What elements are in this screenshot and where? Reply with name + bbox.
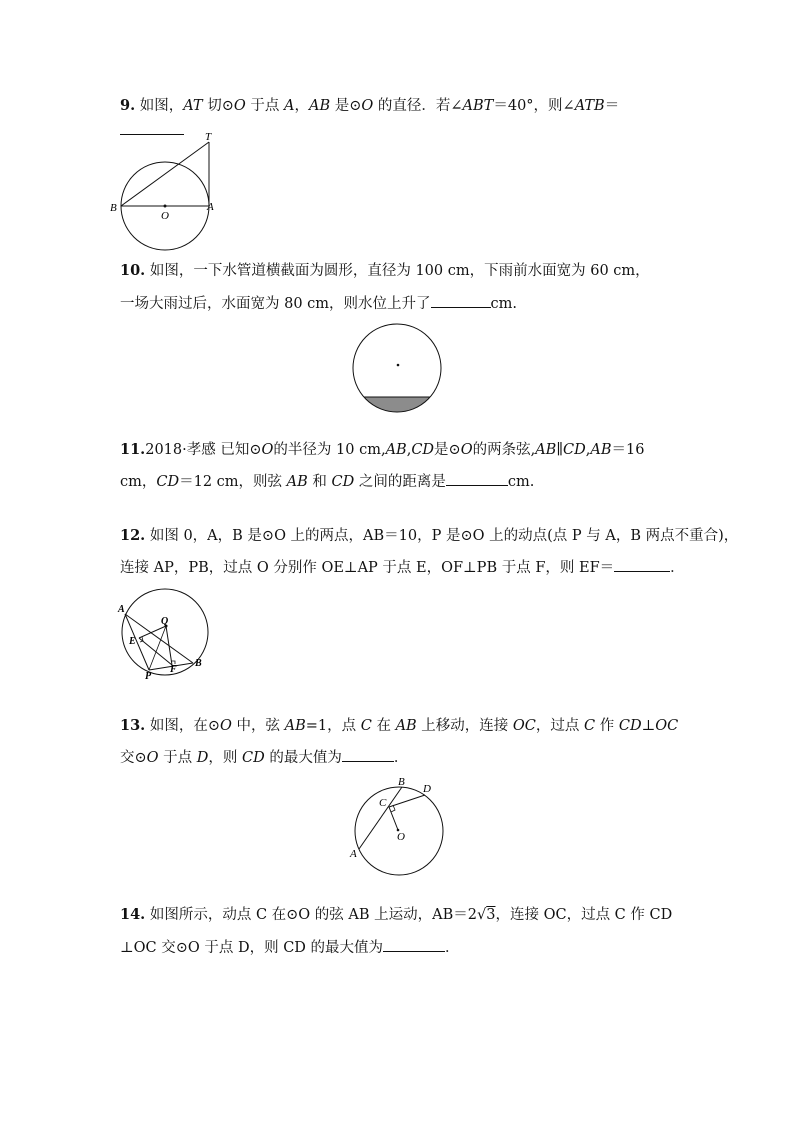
q12-text: 如图 0，A，B 是⊙O 上的两点，AB＝10，P 是⊙O 上的动点(点 P 与 A，B 两点不重合)， xyxy=(145,528,739,544)
q9-text: ＝40°，则∠ xyxy=(493,98,575,114)
q13-label-a: A xyxy=(350,848,357,860)
q11-text: 的半径为 10 cm, xyxy=(273,442,386,458)
q11-var: AB xyxy=(385,442,407,458)
q11-var: AB xyxy=(590,442,612,458)
q9-var: ATB xyxy=(574,98,605,114)
q11-answer-blank[interactable] xyxy=(446,471,508,486)
q13-text: 上移动，连接 xyxy=(416,718,513,734)
q11-text: 的两条弦, xyxy=(472,442,536,458)
q12-text: 连接 AP，PB，过点 O 分别作 OE⊥AP 于点 E，OF⊥PB 于点 F，则 EF＝ xyxy=(120,560,615,576)
q9-var: O xyxy=(233,98,246,114)
q9-var: AT xyxy=(183,98,203,114)
q14-answer-blank[interactable] xyxy=(383,937,445,952)
q13-var: C xyxy=(584,718,596,734)
q11-var: CD xyxy=(156,474,180,490)
q13-label-c: C xyxy=(379,797,387,809)
q12-label-e: E xyxy=(129,636,136,647)
q9-var: O xyxy=(361,98,374,114)
q13-line1 xyxy=(120,716,678,736)
q9-label-b: B xyxy=(110,202,117,214)
q13-var: D xyxy=(196,750,209,766)
q13-text: 的最大值为 xyxy=(264,750,342,766)
q11-text: , xyxy=(585,442,591,458)
q9-number: 9. xyxy=(120,97,136,114)
q11-var: CD xyxy=(411,442,435,458)
q9-text: 的直径．若∠ xyxy=(373,98,463,114)
q10-line1 xyxy=(120,261,650,281)
q14-radicand: 3 xyxy=(486,907,496,923)
q13-var: CD xyxy=(242,750,265,766)
q13-answer-blank[interactable] xyxy=(342,747,394,762)
q13-text: ⊥ xyxy=(641,718,656,734)
q9-text: ＝ xyxy=(604,98,620,114)
q9-text: ， xyxy=(294,98,309,114)
q11-var: AB xyxy=(286,474,308,490)
q13-var: AB xyxy=(395,718,417,734)
q14-text: 如图所示，动点 C 在⊙O 的弦 AB 上运动，AB＝2 xyxy=(145,907,477,923)
q11-unit: cm. xyxy=(507,474,535,490)
q11-var: O xyxy=(460,442,473,458)
q11-text: ∥ xyxy=(556,442,564,458)
q13-text: ，过点 xyxy=(535,718,585,734)
q13-var: O xyxy=(146,750,159,766)
q13-label-d: D xyxy=(423,783,431,795)
q11-text: 和 xyxy=(307,474,332,490)
q12-answer-blank[interactable] xyxy=(614,557,670,572)
q10-figure xyxy=(350,321,445,416)
q13-text: 中，弦 xyxy=(231,718,285,734)
q13-figure xyxy=(345,774,450,864)
q13-label-b: B xyxy=(398,776,405,788)
q12-label-b: B xyxy=(195,658,202,669)
q13-text: 在 xyxy=(371,718,396,734)
q13-text: =1，点 xyxy=(305,718,361,734)
q10-water xyxy=(350,397,445,417)
q9-text: 如图， xyxy=(135,98,184,114)
q11-number: 11. xyxy=(120,441,146,458)
q9-text: 于点 xyxy=(245,98,284,114)
q13-number: 13. xyxy=(120,717,146,734)
q14-line2 xyxy=(120,937,460,958)
q11-line2 xyxy=(120,471,534,492)
q9-label-o: O xyxy=(161,210,169,222)
q13-var: C xyxy=(360,718,372,734)
q12-segment-of xyxy=(166,626,172,665)
q10-unit: cm. xyxy=(490,296,518,312)
q13-text: 于点 xyxy=(158,750,197,766)
q13-text: 如图，在⊙ xyxy=(145,718,220,734)
q13-var: CD xyxy=(618,718,642,734)
q13-var: OC xyxy=(512,718,536,734)
q12-line2 xyxy=(120,557,685,578)
q10-center-dot xyxy=(397,364,400,367)
q11-text: ＝12 cm，则弦 xyxy=(179,474,287,490)
q9-text: 切⊙ xyxy=(202,98,234,114)
q9-line1 xyxy=(120,96,619,116)
q13-label-o: O xyxy=(397,831,405,843)
q12-line1 xyxy=(120,526,738,546)
q10-text: 如图，一下水管道横截面为圆形，直径为 100 cm，下雨前水面宽为 60 cm， xyxy=(145,263,650,279)
q13-var: AB xyxy=(284,718,306,734)
q14-text: ，连接 OC，过点 C 作 CD xyxy=(495,907,673,923)
q11-text: , xyxy=(406,442,412,458)
q11-text: ＝16 xyxy=(611,442,645,458)
q9-label-t: T xyxy=(205,131,212,143)
q9-figure xyxy=(110,130,225,250)
q14-text: ⊥OC 交⊙O 于点 D，则 CD 的最大值为 xyxy=(120,940,384,956)
q11-text: 之间的距离是 xyxy=(354,474,446,490)
q9-text: 是⊙ xyxy=(330,98,362,114)
q13-text: ． xyxy=(393,750,409,766)
q14-text: ． xyxy=(445,940,460,956)
q13-text: 交⊙ xyxy=(120,750,147,766)
q9-label-a: A xyxy=(207,201,214,213)
q12-figure xyxy=(115,592,215,682)
q12-text: ． xyxy=(670,560,685,576)
q11-var: O xyxy=(261,442,274,458)
q13-var: OC xyxy=(655,718,679,734)
q11-line1 xyxy=(120,440,644,460)
q13-line2 xyxy=(120,747,408,768)
sqrt-icon: √ xyxy=(477,907,487,923)
q11-text: 是⊙ xyxy=(434,442,461,458)
q11-text: 2018·孝感 已知⊙ xyxy=(145,442,262,458)
q10-text: 一场大雨过后，水面宽为 80 cm，则水位上升了 xyxy=(120,296,431,312)
q12-number: 12. xyxy=(120,527,146,544)
q13-var: O xyxy=(220,718,232,734)
q12-label-p: P xyxy=(145,671,152,682)
q9-var: A xyxy=(283,98,295,114)
q13-text: ，则 xyxy=(208,750,243,766)
q13-segment-cd xyxy=(389,795,425,807)
q14-line1 xyxy=(120,905,672,925)
q9-center-dot xyxy=(164,205,167,208)
q12-label-a: A xyxy=(118,604,125,615)
q10-answer-blank[interactable] xyxy=(431,293,491,308)
q12-label-q: Q xyxy=(161,616,169,627)
q9-var: AB xyxy=(308,98,331,114)
q13-text: 作 xyxy=(595,718,619,734)
q12-segment-ef xyxy=(139,638,172,665)
q12-label-f: F xyxy=(170,664,177,675)
q11-text: cm， xyxy=(120,474,157,490)
q11-var: CD xyxy=(331,474,355,490)
q10-line2 xyxy=(120,293,517,314)
q11-var: CD xyxy=(563,442,586,458)
q11-var: AB xyxy=(535,442,557,458)
q10-number: 10. xyxy=(120,262,146,279)
q14-number: 14. xyxy=(120,906,146,923)
q9-var: ABT xyxy=(462,98,494,114)
